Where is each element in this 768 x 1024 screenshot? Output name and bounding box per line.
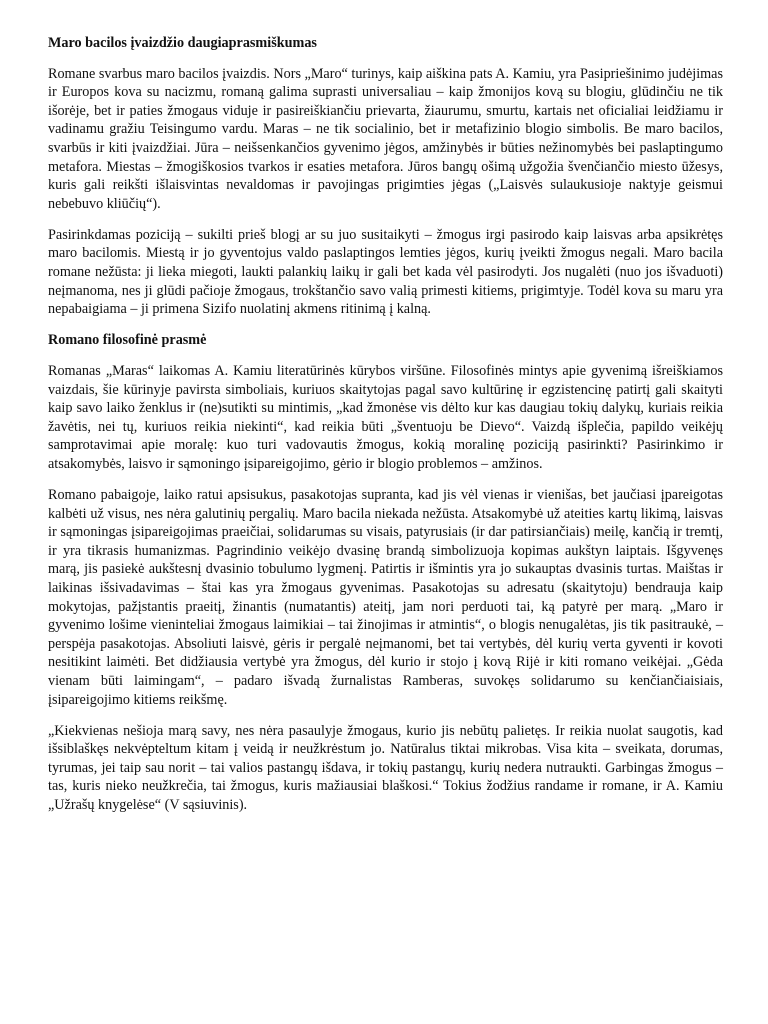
section-heading-philosophy: Romano filosofinė prasmė <box>48 332 207 349</box>
paragraph: Romano pabaigoje, laiko ratui apsisukus, pasakotojas supranta, kad jis vėl vienas ir vienišas, bet jaučiasi įpareigotas kalbėti už visus, nes nėra galutinių pergalių. Maro bacila niekada nežūsta. Atsakomybė už ateities kartų likimą, laisvas ir sąmoningas įsipareigojimas praeičiai, solidarumas su visais, patyrusiais (ir dar patirsiančiais) meilę, kančią ir tremtį, ir yra tikrasis humanizmas. Pagrindinio veikėjo dvasinę brandą simbolizuoja kopimas aukštyn laiptais. Išgyvenęs marą, jis pasiekė aukštesnį dvasinio tobulumo lygmenį. Patirtis ir išmintis yra jo sukauptas dvasinis turtas. Maištas ir laikinas išsivadavimas – štai kas yra žmogaus gyvenimas. Pasakotojas su adresatu (skaitytoju) bendrauja kaip mokytojas, pažįstantis praeitį, žinantis (numatantis) ateitį, jam nori perduoti tai, ką patyrė per marą. „Maro ir gyvenimo lošime vieninteliai žmogaus laimikiai – tai žinojimas ir atmintis“, o blogis nenugalėtas, jis tik pasitraukė, – perspėja pasakotojas. Absoliuti laisvė, gėris ir pergalė neįmanomi, bet tai vertybės, dėl kurių verta gyventi ir kovoti nesitikint laimėti. Bet didžiausia vertybė yra žmogus, dėl kurio ir stojo į kovą Rijė ir kiti romano veikėjai. „Gėda vienam būti laimingam“, – padaro išvadą žurnalistas Ramberas, suvokęs solidarumo su kenčiančiaisiais, įsipareigojimo kitiems reikšmę. <box>48 486 723 708</box>
paragraph: Romanas „Maras“ laikomas A. Kamiu literatūrinės kūrybos viršūne. Filosofinės mintys apie gyvenimą išreiškiamos vaizdais, šie kūrinyje pavirsta simboliais, kuriuos skaitytojas pagal savo kultūrinę ir egzistencinę patirtį gali skaityti kaip savo laiko ženklus ir (ne)sutikti su mintimis, „kad žmonėse vis dėlto kur kas daugiau tokių dalykų, kuriais reikia žavėtis, nei tų, kuriuos reikia niekinti“, kad reikia būti „šventuoju be Dievo“. Vaizdą išplečia, papildo veikėjų samprotavimai apie moralę: kuo turi vadovautis žmogus, kokią moralinę poziciją pasirinkti? Pasirinkimo ir atsakomybės, laisvo ir sąmoningo įsipareigojimo, gėrio ir blogio problemos – amžinos. <box>48 362 723 472</box>
paragraph: Pasirinkdamas poziciją – sukilti prieš blogį ar su juo susitaikyti – žmogus irgi pasirodo kaip laisvas arba apsikrėtęs maro bacilomis. Miestą ir jo gyventojus valdo paslaptingos lemties jėgos, kurių įveikti žmogus negali. Maro bacila romane nežūsta: ji lieka miegoti, laukti palankių laikų ir gali bet kada vėl pasirodyti. Jos nugalėti (nuo jos išvaduoti) neįmanoma, nes ji glūdi pačioje žmogaus, trokštančio savo valią primesti kitiems, prigimtyje. Todėl kova su maru yra nepabaigiama – ji primena Sizifo nuolatinį akmens ritinimą į kalną. <box>48 226 723 318</box>
section-heading-bacilla: Maro bacilos įvaizdžio daugiaprasmiškumas <box>48 35 317 51</box>
paragraph: „Kiekvienas nešioja marą savy, nes nėra pasaulyje žmogaus, kurio jis nebūtų palietęs. Ir reikia nuolat saugotis, kad išsiblaškęs nekvėpteltum kitam į veidą ir neužkrėstum jo. Natūralus tiktai mikrobas. Visa kita – sveikata, dorumas, tyrumas, jei taip sau norit – tai valios pastangų išdava, ir tokių pastangų, kurių nedera nutraukti. Garbingas žmogus – tas, kuris nieko neužkrečia, tai žmogus, kuris mažiausiai blaškosi.“ Tokius žodžius randame ir romane, ir A. Kamiu „Užrašų knygelėse“ (V sąsiuvinis). <box>48 722 723 813</box>
document-page <box>48 30 723 827</box>
paragraph: Romane svarbus maro bacilos įvaizdis. Nors „Maro“ turinys, kaip aiškina pats A. Kamiu, yra Pasipriešinimo judėjimas ir Europos kova su nacizmu, romaną galima suprasti universaliau – kaip žmonijos kovą su blogiu, glūdinčiu ne tik išorėje, bet ir paties žmogaus viduje ir pasireiškiančiu prievarta, žiaurumu, smurtu, kartais net oficialiai leidžiamu ir vadinamu gražiu Teisingumo vardu. Maras – ne tik socialinio, bet ir metafizinio blogio simbolis. Be maro bacilos, svarbūs ir kiti įvaizdžiai. Jūra – neišsenkančios gyvenimo jėgos, amžinybės ir būties nežinomybės bei paslaptingumo metafora. Miestas – žmogiškosios tvarkos ir esaties metafora. Jūros bangų ošimą užgožia švenčiančio miesto ūžesys, kuris gali reikšti išlaisvintas nevaldomas ir pavojingas prigimties jėgas („Laisvės sulaukusioje naktyje geismui nebebuvo kliūčių“). <box>48 65 723 212</box>
